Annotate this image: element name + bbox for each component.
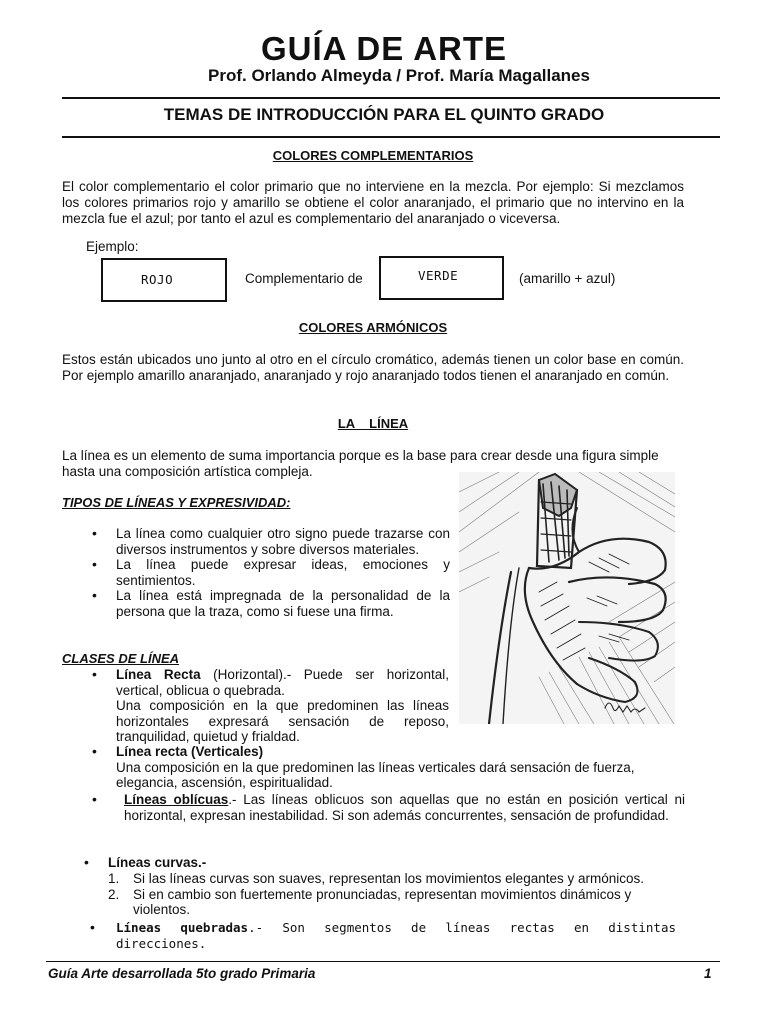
page-title: GUÍA DE ARTE [260, 30, 508, 67]
recta-horizontal-title: Línea Recta [116, 667, 201, 682]
list-number: 1. [108, 871, 120, 886]
recta-horizontal-desc: Una composición en la que predominen las líneas horizontales expresará sensación de reposo, tranquilidad, quietud y frialdad. [116, 698, 449, 744]
bullet: • [92, 666, 97, 682]
hand-sketch-illustration [459, 472, 675, 724]
curvas-list [62, 871, 662, 918]
bullet: • [84, 854, 89, 870]
heading-armonicos: COLORES ARMÓNICOS [298, 320, 448, 335]
list-item: • La línea está impregnada de la personalidad de la persona que la traza, como si fuese una firma. [62, 588, 450, 619]
recta-vertical-item [116, 744, 688, 791]
recta-horizontal-rest: (Horizontal).- Puede ser horizontal, vertical, oblicua o quebrada. [116, 667, 450, 698]
quebradas-item [116, 920, 676, 951]
authors: Prof. Orlando Almeyda / Prof. María Magallanes [208, 66, 590, 85]
recta-vertical-title: Línea recta (Verticales) [116, 744, 264, 759]
amarillo-azul-text: (amarillo + azul) [519, 271, 616, 286]
tipos-list [62, 526, 450, 619]
subtitle: TEMAS DE INTRODUCCIÓN PARA EL QUINTO GRADO [163, 105, 605, 124]
paragraph-armonicos: Estos están ubicados uno junto al otro en el círculo cromático, además tienen un color base en común. Por ejemplo amarillo anaranjado, anaranjado y rojo anaranjado todos tienen el anaranjado en común. [62, 352, 684, 383]
recta-horizontal-item [116, 667, 449, 745]
paragraph-linea: La línea es un elemento de suma importancia porque es la base para crear desde una figura simple hasta una composición artística compleja. [62, 448, 659, 479]
oblicuas-desc: .- Las líneas oblicuos son aquellas que no están en posición vertical ni horizontal, expresan inestabilidad. Si son además concurrentes, sensación de profundidad. [124, 792, 685, 823]
box-verde [379, 256, 504, 300]
bullet: • [92, 743, 97, 759]
list-text: Si las líneas curvas son suaves, representan los movimientos elegantes y armónicos. [133, 871, 644, 886]
list-text: Si en cambio son fuertemente pronunciadas, representan movimientos dinámicos y violentos. [133, 886, 632, 917]
heading-clases: CLASES DE LÍNEA [62, 651, 180, 666]
list-item [62, 887, 662, 918]
example-label: Ejemplo: [86, 239, 139, 254]
footer-text: Guía Arte desarrollada 5to grado Primaria [48, 966, 316, 981]
recta-vertical-desc: Una composición en la que predominen las líneas verticales dará sensación de fuerza, elegancia, ascensión, espiritualidad. [116, 759, 635, 790]
quebradas-desc: .- Son segmentos de líneas rectas en distintas direcciones. [116, 920, 676, 951]
page-number: 1 [704, 966, 712, 981]
list-item: • La línea como cualquier otro signo puede trazarse con diversos instrumentos y sobre diversos materiales. [62, 526, 450, 557]
curvas-title: Líneas curvas.- [108, 855, 207, 870]
box-rojo-text: ROJO [141, 272, 174, 287]
oblicuas-title: Líneas oblícuas [124, 792, 229, 807]
top-divider [62, 97, 720, 99]
footer-divider [46, 961, 720, 962]
list-item: • La línea puede expresar ideas, emociones y sentimientos. [62, 557, 450, 588]
bullet: • [92, 791, 97, 807]
paragraph-complementarios: El color complementario el color primario que no interviene en la mezcla. Por ejemplo: Si mezclamos los colores primarios rojo y amarillo se obtiene el color anaranjado, el primario que no intervino en la mezcla fue el azul; por tanto el azul es complementario del anaranjado o viceversa. [62, 179, 684, 226]
heading-linea: LA LÍNEA [337, 416, 409, 431]
box-rojo [101, 258, 227, 302]
box-verde-text: VERDE [418, 268, 459, 283]
bullet: • [90, 919, 95, 935]
heading-tipos: TIPOS DE LÍNEAS Y EXPRESIVIDAD: [62, 495, 291, 510]
subtitle-divider [62, 136, 720, 138]
oblicuas-item [124, 792, 685, 823]
list-item [62, 871, 662, 887]
complementario-de-text: Complementario de [245, 271, 363, 286]
list-number: 2. [108, 886, 120, 902]
heading-complementarios: COLORES COMPLEMENTARIOS [272, 148, 474, 163]
quebradas-title: Líneas quebradas [116, 920, 249, 935]
